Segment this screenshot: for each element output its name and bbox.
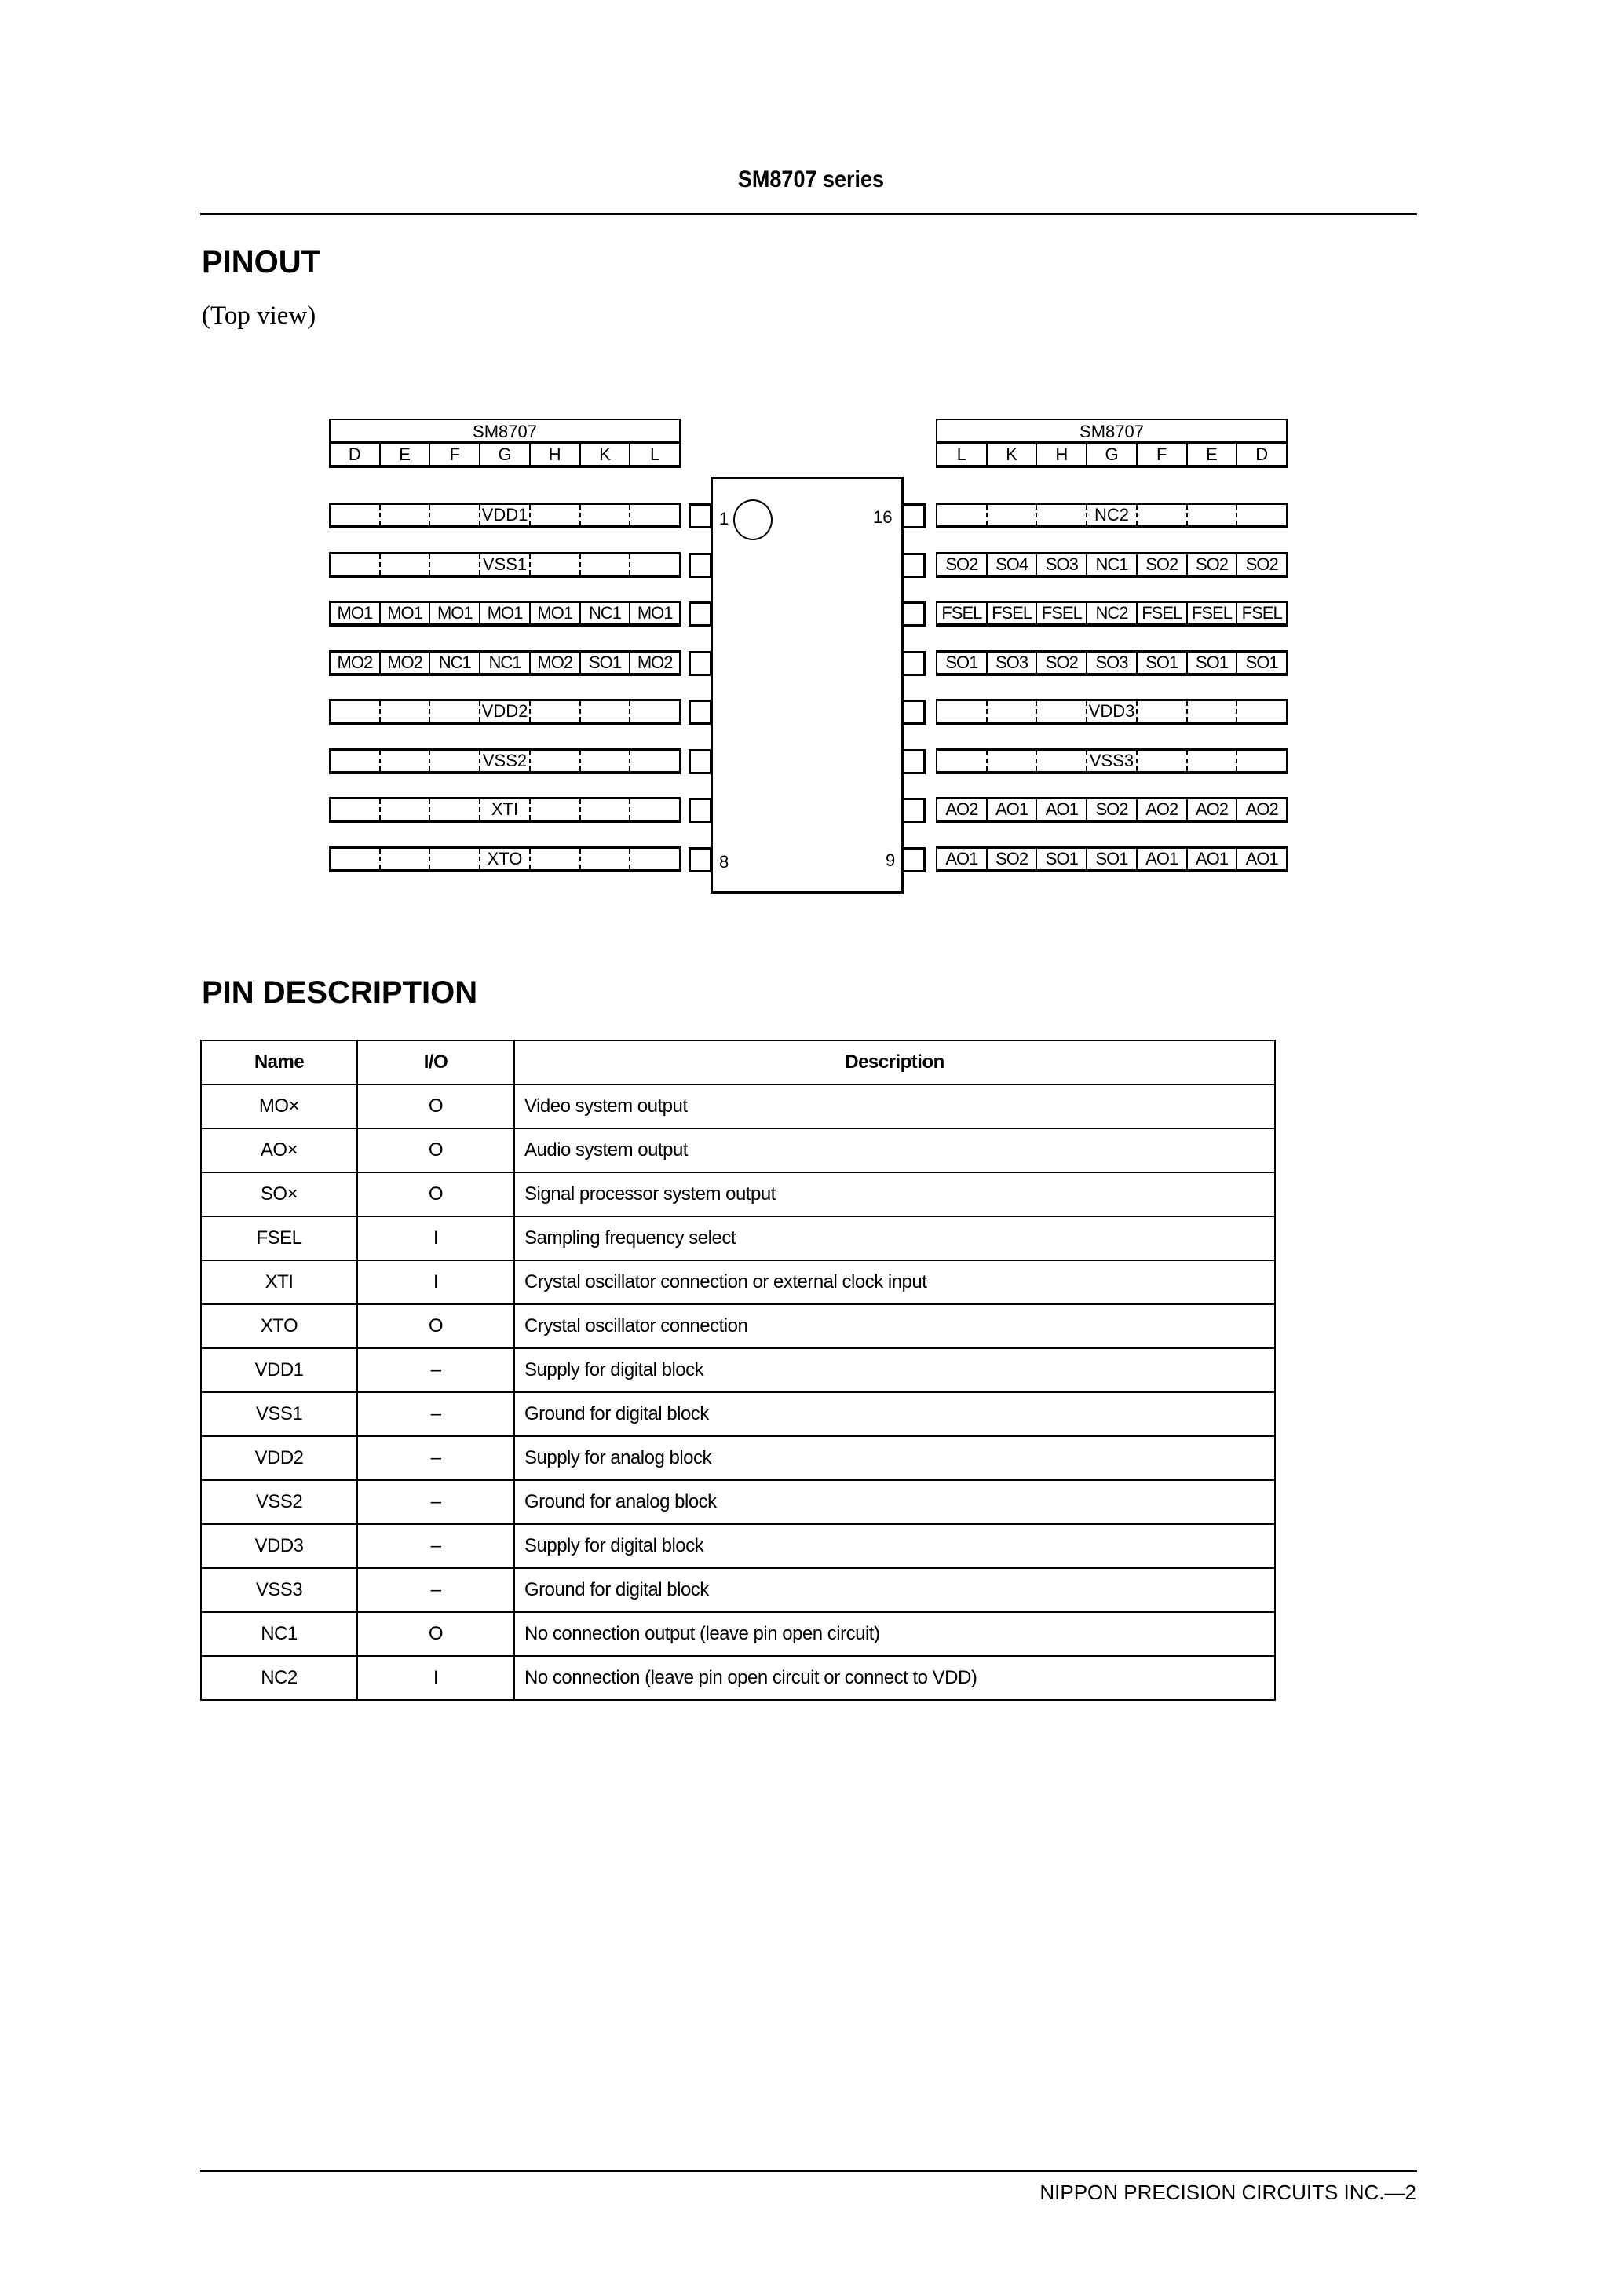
package-letter: F — [1136, 444, 1186, 466]
pin-name: SO× — [201, 1172, 357, 1216]
pin-io: I — [357, 1656, 514, 1700]
pin-cell: AO2 — [1186, 799, 1237, 820]
pin-lead — [902, 749, 926, 774]
pin-cell: AO2 — [1136, 799, 1186, 820]
pin-name: VSS2 — [201, 1480, 357, 1524]
pin-function: VSS1 — [482, 554, 528, 574]
pin-description: Video system output — [514, 1084, 1275, 1128]
pin-number-8: 8 — [719, 852, 729, 872]
pin-cell: AO1 — [1136, 849, 1186, 869]
pin-row — [329, 846, 681, 872]
pin-cell: MO1 — [379, 603, 429, 623]
pin-row — [936, 552, 1288, 578]
package-letter: E — [1186, 444, 1237, 466]
pin-cell: SO2 — [1236, 554, 1286, 575]
pin-io: O — [357, 1612, 514, 1656]
pin-name: VDD1 — [201, 1348, 357, 1392]
col-header-description: Description — [514, 1040, 1275, 1084]
pin-cell: NC1 — [1086, 554, 1136, 575]
footer-rule — [200, 2170, 1417, 2172]
table-row — [201, 1260, 1275, 1304]
pin-description: Ground for analog block — [514, 1480, 1275, 1524]
table-row — [201, 1612, 1275, 1656]
pin-cell: MO1 — [479, 603, 529, 623]
table-row — [201, 1524, 1275, 1568]
pin-cell: SO2 — [1086, 799, 1136, 820]
col-header-io: I/O — [357, 1040, 514, 1084]
pin-name: VSS3 — [201, 1568, 357, 1612]
pin-cell: FSEL — [1136, 603, 1186, 623]
pin-lead — [689, 503, 712, 528]
pin-io: – — [357, 1392, 514, 1436]
pin-cell: AO1 — [986, 799, 1036, 820]
pin-cell: NC1 — [579, 603, 630, 623]
pin-cell: AO1 — [1186, 849, 1237, 869]
pin-function: XTI — [491, 799, 519, 819]
pin-io: – — [357, 1348, 514, 1392]
pin-function: VDD2 — [481, 701, 528, 721]
pin-name: VDD3 — [201, 1524, 357, 1568]
pin-description: Supply for digital block — [514, 1524, 1275, 1568]
table-row — [201, 1084, 1275, 1128]
right-part-label: SM8707 — [937, 420, 1286, 444]
right-package-header — [936, 419, 1288, 468]
pin-cell: MO2 — [629, 653, 679, 673]
pin-description: Signal processor system output — [514, 1172, 1275, 1216]
pin-row — [329, 650, 681, 676]
table-row — [201, 1656, 1275, 1700]
pin-cell: MO1 — [529, 603, 579, 623]
pin-function: VDD1 — [481, 505, 528, 525]
table-row — [201, 1348, 1275, 1392]
pin-cell: MO2 — [379, 653, 429, 673]
pin-io: – — [357, 1480, 514, 1524]
header-rule — [200, 213, 1417, 215]
left-package-header — [329, 419, 681, 468]
pin-cell: AO1 — [1036, 799, 1086, 820]
pin-io: – — [357, 1436, 514, 1480]
package-letter: D — [348, 444, 361, 464]
page-header-title: SM8707 series — [737, 166, 885, 192]
package-letter: H — [529, 444, 579, 466]
pin-name: VDD2 — [201, 1436, 357, 1480]
package-letter: H — [1036, 444, 1086, 466]
footer-text: NIPPON PRECISION CIRCUITS INC.—2 — [1039, 2181, 1416, 2204]
pin-number-1: 1 — [719, 509, 729, 528]
pin-cell: FSEL — [1036, 603, 1086, 623]
pin-lead — [689, 847, 712, 872]
pin-io: O — [357, 1304, 514, 1348]
package-letter: L — [629, 444, 679, 466]
pin-cell: SO3 — [1086, 653, 1136, 673]
pin-description-heading: PIN DESCRIPTION — [202, 975, 478, 1010]
pin-function: VSS3 — [1089, 750, 1134, 770]
chip-body — [711, 477, 904, 894]
pin-cell: SO2 — [1036, 653, 1086, 673]
col-header-name: Name — [201, 1040, 357, 1084]
pin-function: NC2 — [1094, 505, 1129, 525]
pin-cell: SO2 — [1136, 554, 1186, 575]
package-letter: L — [956, 444, 966, 464]
pin-io: I — [357, 1216, 514, 1260]
pin-cell: NC1 — [429, 653, 479, 673]
pin-cell: SO1 — [1186, 653, 1237, 673]
pin-description: Crystal oscillator connection or external clock input — [514, 1260, 1275, 1304]
pin-lead — [689, 553, 712, 578]
pin-function: VSS2 — [482, 750, 528, 770]
pin-cell: AO2 — [945, 799, 978, 819]
pin-name: AO× — [201, 1128, 357, 1172]
pin-function: XTO — [487, 848, 523, 868]
pin-lead — [902, 700, 926, 725]
pin-name: NC2 — [201, 1656, 357, 1700]
pin-lead — [689, 798, 712, 823]
pin-cell: NC1 — [479, 653, 529, 673]
pin-description: No connection output (leave pin open circuit) — [514, 1612, 1275, 1656]
package-letter: D — [1236, 444, 1286, 466]
pin-cell: MO1 — [337, 603, 373, 623]
pin-io: O — [357, 1128, 514, 1172]
pin-cell: SO1 — [1236, 653, 1286, 673]
pin-cell: SO3 — [986, 653, 1036, 673]
package-letter: K — [986, 444, 1036, 466]
package-letter: G — [479, 444, 529, 466]
pin-cell: SO3 — [1036, 554, 1086, 575]
table-row — [201, 1128, 1275, 1172]
pin-name: VSS1 — [201, 1392, 357, 1436]
pin-lead — [902, 798, 926, 823]
pin-row — [936, 797, 1288, 823]
pin-cell: FSEL — [1186, 603, 1237, 623]
pin-row — [329, 601, 681, 627]
table-row — [201, 1172, 1275, 1216]
pin-name: XTI — [201, 1260, 357, 1304]
pin-io: – — [357, 1524, 514, 1568]
pin-cell: SO1 — [579, 653, 630, 673]
pin-description: Supply for digital block — [514, 1348, 1275, 1392]
pin-lead — [689, 700, 712, 725]
table-row — [201, 1436, 1275, 1480]
pinout-subtitle: (Top view) — [202, 302, 316, 330]
pin-row — [329, 748, 681, 774]
pin-lead — [689, 601, 712, 627]
pin-row — [329, 797, 681, 823]
package-letter: E — [379, 444, 429, 466]
pin-name: NC1 — [201, 1612, 357, 1656]
pin-lead — [689, 749, 712, 774]
pin-cell: SO2 — [1186, 554, 1237, 575]
pin-description: Crystal oscillator connection — [514, 1304, 1275, 1348]
pin-cell: SO1 — [1136, 653, 1186, 673]
pin-lead — [902, 553, 926, 578]
pin-function: VDD3 — [1088, 701, 1135, 721]
pin-io: O — [357, 1084, 514, 1128]
pin-cell: SO2 — [945, 554, 978, 574]
pin-lead — [902, 503, 926, 528]
pin-row — [936, 699, 1288, 725]
pin-cell: MO2 — [337, 652, 373, 672]
pin-cell: MO1 — [629, 603, 679, 623]
pin-cell: AO1 — [945, 848, 978, 868]
pin-row — [329, 699, 681, 725]
pin-cell: SO4 — [986, 554, 1036, 575]
pin-cell: FSEL — [941, 603, 982, 623]
pin-cell: NC2 — [1086, 603, 1136, 623]
pin-row — [936, 748, 1288, 774]
pin-description: Sampling frequency select — [514, 1216, 1275, 1260]
table-header-row — [201, 1040, 1275, 1084]
pin-description-table — [200, 1040, 1276, 1701]
table-row — [201, 1568, 1275, 1612]
table-row — [201, 1392, 1275, 1436]
package-letter: F — [429, 444, 479, 466]
pin-lead — [902, 651, 926, 676]
pin-lead — [902, 601, 926, 627]
pin-lead — [902, 847, 926, 872]
pin-row — [936, 601, 1288, 627]
package-letter: G — [1086, 444, 1136, 466]
package-letter: K — [579, 444, 630, 466]
pin-cell: AO2 — [1236, 799, 1286, 820]
pin-name: MO× — [201, 1084, 357, 1128]
pin-number-16: 16 — [873, 507, 893, 527]
pin-lead — [689, 651, 712, 676]
pin-description: No connection (leave pin open circuit or connect to VDD) — [514, 1656, 1275, 1700]
pin-row — [936, 503, 1288, 528]
pin-io: – — [357, 1568, 514, 1612]
pin-cell: SO1 — [1086, 849, 1136, 869]
pin-row — [936, 650, 1288, 676]
table-row — [201, 1304, 1275, 1348]
pin-row — [329, 552, 681, 578]
pin-description: Ground for digital block — [514, 1392, 1275, 1436]
pin-cell: SO1 — [945, 652, 978, 672]
pin-cell: MO2 — [529, 653, 579, 673]
pin1-marker — [733, 499, 773, 540]
pinout-heading: PINOUT — [202, 245, 321, 280]
pin-description: Audio system output — [514, 1128, 1275, 1172]
pin-row — [329, 503, 681, 528]
pin-cell: SO1 — [1036, 849, 1086, 869]
pin-io: I — [357, 1260, 514, 1304]
pin-description: Supply for analog block — [514, 1436, 1275, 1480]
pin-description: Ground for digital block — [514, 1568, 1275, 1612]
pin-cell: FSEL — [1236, 603, 1286, 623]
left-part-label: SM8707 — [331, 420, 679, 444]
pin-name: XTO — [201, 1304, 357, 1348]
pin-cell: AO1 — [1236, 849, 1286, 869]
pin-cell: FSEL — [986, 603, 1036, 623]
pin-name: FSEL — [201, 1216, 357, 1260]
pin-number-9: 9 — [886, 850, 896, 870]
pin-io: O — [357, 1172, 514, 1216]
pin-row — [936, 846, 1288, 872]
table-row — [201, 1480, 1275, 1524]
pin-cell: MO1 — [429, 603, 479, 623]
table-row — [201, 1216, 1275, 1260]
pin-cell: SO2 — [986, 849, 1036, 869]
